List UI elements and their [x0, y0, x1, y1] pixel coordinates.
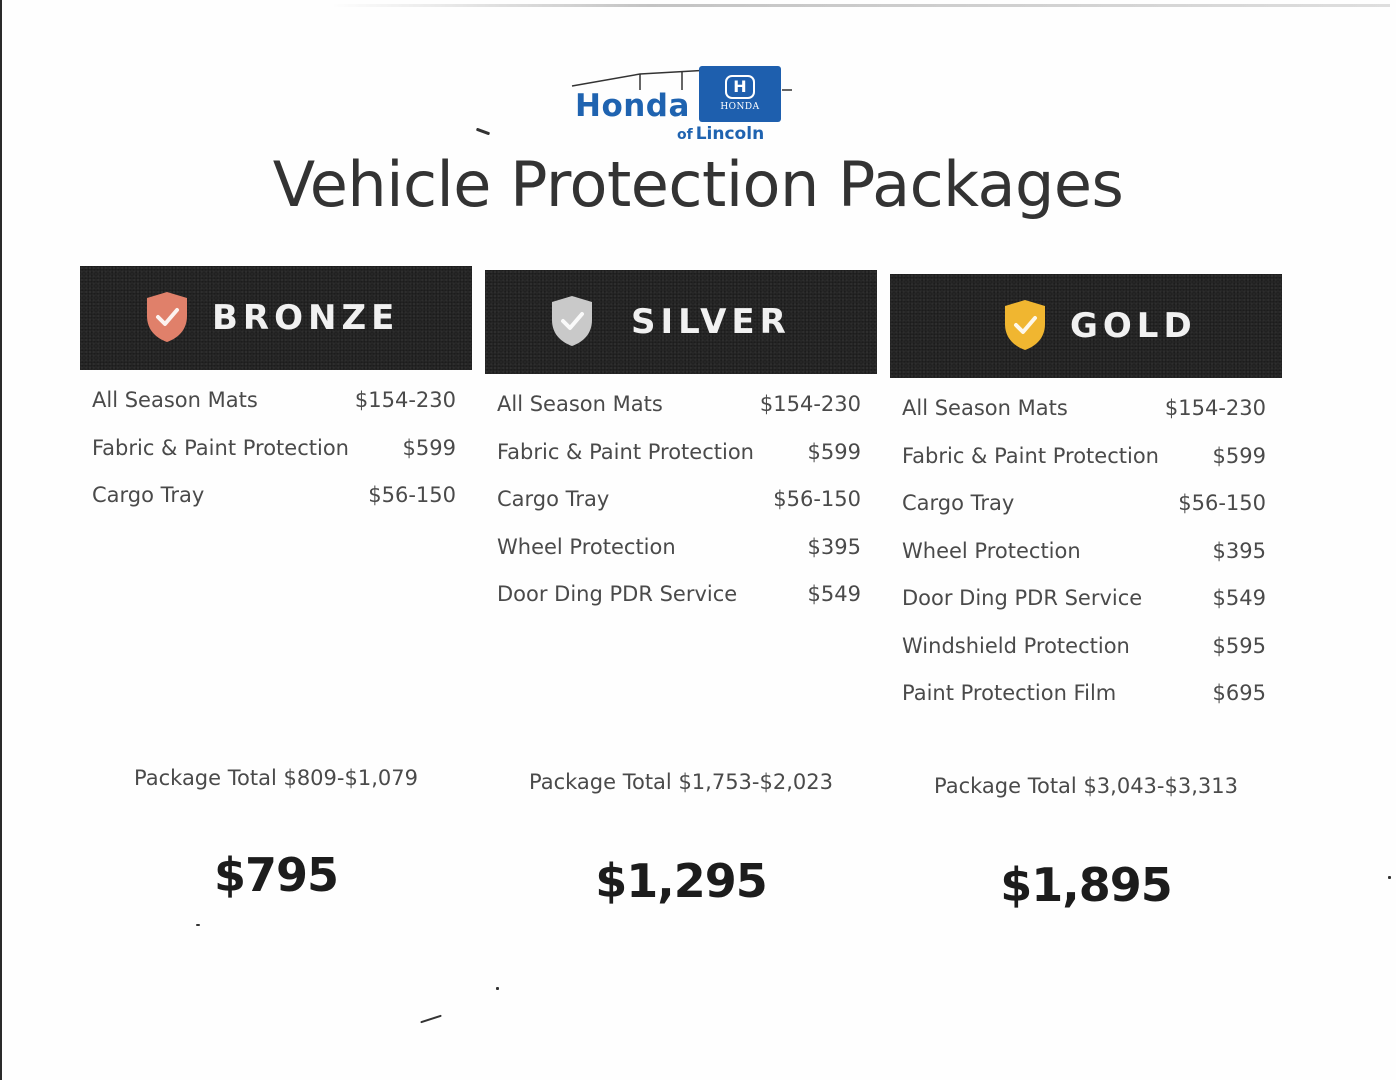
- package-total: Package Total $1,753-$2,023: [529, 770, 833, 794]
- list-item: [92, 483, 456, 531]
- package-name: GOLD: [1070, 306, 1197, 346]
- package-total: Package Total $3,043-$3,313: [934, 774, 1238, 798]
- item-label: Fabric & Paint Protection: [902, 443, 1159, 468]
- scan-speck: [496, 987, 499, 990]
- logo-subtitle: [677, 124, 764, 144]
- list-item: [902, 681, 1266, 729]
- package-name: SILVER: [631, 302, 791, 342]
- package-header: [485, 270, 877, 374]
- item-price: $56-150: [368, 483, 456, 507]
- item-price: $56-150: [1178, 491, 1266, 515]
- dealer-logo: [570, 62, 800, 148]
- item-price: $599: [402, 435, 456, 460]
- item-price: $154-230: [354, 388, 456, 412]
- item-price: $395: [807, 534, 861, 559]
- list-item: [497, 582, 861, 630]
- item-price: $599: [807, 439, 861, 464]
- item-label: Fabric & Paint Protection: [92, 435, 349, 460]
- item-label: Wheel Protection: [902, 538, 1081, 563]
- page-title: Vehicle Protection Packages: [272, 148, 1124, 221]
- logo-sub-city: Lincoln: [695, 124, 765, 144]
- item-label: Fabric & Paint Protection: [497, 439, 754, 464]
- list-item: [92, 388, 456, 436]
- list-item: [497, 440, 861, 488]
- scan-speck: [420, 1015, 442, 1024]
- list-item: [902, 444, 1266, 492]
- package-header: [890, 274, 1282, 378]
- scan-edge-line: [330, 4, 1390, 7]
- item-label: All Season Mats: [92, 388, 258, 412]
- package-name: BRONZE: [212, 298, 400, 338]
- item-price: $695: [1212, 681, 1266, 705]
- list-item: [902, 634, 1266, 682]
- item-price: $154-230: [1164, 396, 1266, 420]
- list-item: [92, 436, 456, 484]
- item-label: Door Ding PDR Service: [497, 582, 738, 606]
- shield-check-icon: [144, 290, 190, 344]
- item-label: Paint Protection Film: [902, 681, 1117, 705]
- package-column-bronze: [80, 266, 472, 902]
- item-price: $549: [1212, 586, 1266, 610]
- item-label: Cargo Tray: [902, 491, 1015, 515]
- package-column-gold: [890, 274, 1282, 912]
- package-price: $1,295: [595, 854, 767, 908]
- logo-sub-of: of: [677, 127, 693, 143]
- item-label: All Season Mats: [902, 396, 1068, 420]
- list-item: [902, 539, 1266, 587]
- package-price: $795: [213, 848, 339, 902]
- item-label: Door Ding PDR Service: [902, 586, 1143, 610]
- item-label: Wheel Protection: [497, 534, 676, 559]
- item-price: $154-230: [759, 392, 861, 416]
- package-header: [80, 266, 472, 370]
- list-item: [497, 535, 861, 583]
- honda-h-icon: H: [725, 75, 755, 99]
- item-price: $599: [1212, 443, 1266, 468]
- package-items: [92, 388, 456, 531]
- list-item: [497, 487, 861, 535]
- package-column-silver: [485, 270, 877, 908]
- shield-check-icon: [549, 294, 595, 348]
- logo-brand-text: Honda: [575, 88, 690, 124]
- package-price: $1,895: [1000, 858, 1172, 912]
- package-total: Package Total $809-$1,079: [134, 766, 418, 790]
- scan-speck: [196, 924, 200, 926]
- honda-badge: [699, 66, 781, 122]
- package-items: [902, 396, 1266, 729]
- scan-speck: [1388, 876, 1391, 879]
- scan-speck: [476, 128, 490, 136]
- item-price: $595: [1212, 633, 1266, 658]
- shield-check-icon: [1002, 298, 1048, 352]
- list-item: [902, 491, 1266, 539]
- item-label: Cargo Tray: [92, 483, 205, 507]
- badge-text: HONDA: [720, 102, 760, 112]
- package-items: [497, 392, 861, 630]
- item-label: Cargo Tray: [497, 487, 610, 511]
- list-item: [497, 392, 861, 440]
- item-price: $549: [807, 582, 861, 606]
- item-price: $56-150: [773, 487, 861, 511]
- item-label: Windshield Protection: [902, 633, 1130, 658]
- item-price: $395: [1212, 538, 1266, 563]
- item-label: All Season Mats: [497, 392, 663, 416]
- list-item: [902, 586, 1266, 634]
- list-item: [902, 396, 1266, 444]
